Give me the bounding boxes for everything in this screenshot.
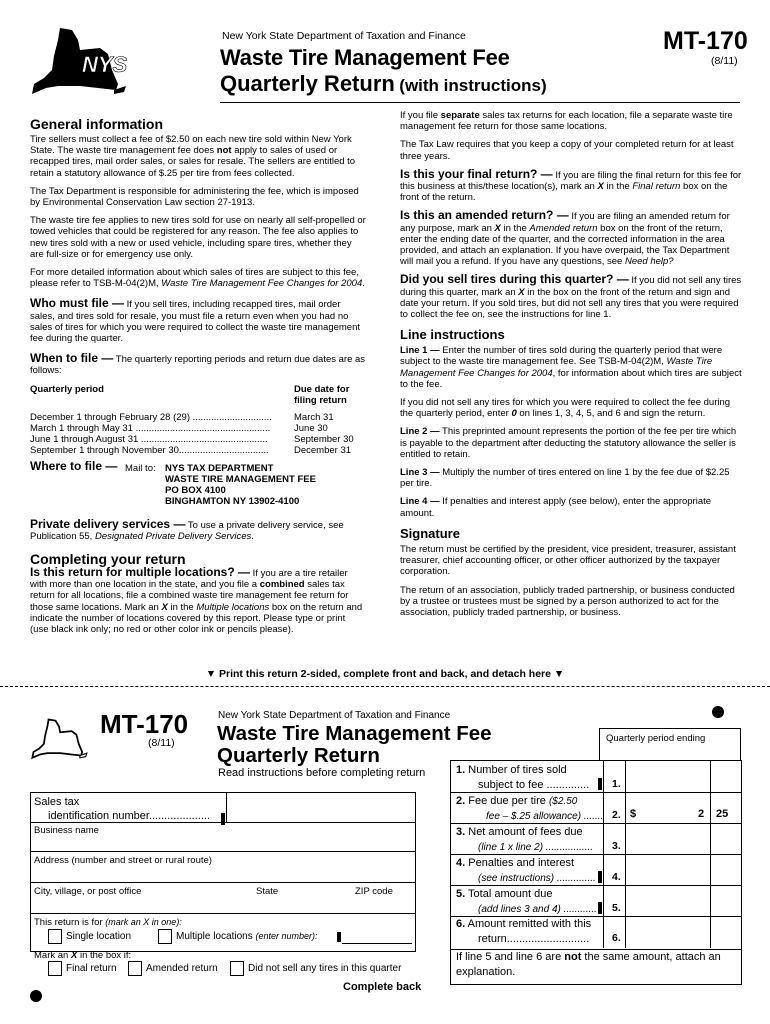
line-2-amount: 2 [698,808,705,820]
registration-dot-top [712,706,724,718]
form-mt170-date: (8/11) [148,737,175,749]
quarterly-period-ending-field[interactable] [599,728,741,762]
form-agency: New York State Department of Taxation and Finance [218,710,451,721]
line-6-label: 6. Amount remitted with this return........................... [456,918,592,945]
state-label: State [256,886,279,897]
who-must-file: Who must file — If you sell tires, including recapped tires, mail order sales, and tires sold for resale, you must file a return even when you had no sales of tires for which you were required to collect the waste tire management fee during the quarter. [30,296,361,345]
form-id: MT-170 [663,27,748,55]
title-quarterly-return: Quarterly Return [220,71,395,96]
zip-label: ZIP code [355,886,393,897]
form-mt170-id: MT-170 [100,709,189,739]
line-1-label: 1. Number of tires sold subject to fee .............. [456,764,590,791]
explanation-note: If line 5 and line 6 are not the same amount, attach an explanation. [456,951,721,978]
line-6-ref: 6. [612,932,621,944]
line-2-cents: 25 [716,808,729,820]
col-due-date: Due date for filing return [294,383,350,406]
general-p3: The waste tire fee applies to new tires sold for use on nearly all self-propelled or towed vehicles that could be registered for any reason. The fee also applies to new tires sold with a new or used vehicle, including spare tires, whether they are full-size or for emergency use only. [30,215,366,260]
line-3-input[interactable] [626,824,739,854]
line-3-ref: 3. [612,840,621,852]
form-title-line2 [220,71,547,97]
complete-back-label: Complete back [343,981,422,993]
line-1-tick [598,778,602,790]
line-5-tick [598,902,602,914]
line-5-label: 5. Total amount due (add lines 3 and 4) ............ [456,888,597,915]
general-p4: For more detailed information about which sales of tires are subject to this fee, please refer to TSB-M-04(2)M, Waste Tire Management Fee Changes for 2004. [30,267,365,290]
line-3-label: 3. Net amount of fees due (line 1 x line 2) ................. [456,826,594,853]
line-4-label: 4. Penalties and interest (see instructions) .............. [456,857,596,884]
keep-copy-text: The Tax Law requires that you keep a copy of your completed return for at least three years. [400,139,734,162]
multiple-locations-option[interactable]: Multiple locations (enter number): [158,929,318,944]
when-to-file: When to file — The quarterly reporting periods and return due dates are as follows: [30,351,366,377]
signature-text1: The return must be certified by the president, vice president, treasurer, assistant treasurer, chief accounting officer, or other officer authorized by the taxpayer corporation. [400,543,736,578]
final-return-checkbox[interactable] [48,961,62,976]
line-5-input[interactable] [626,886,739,916]
line-4-input[interactable] [626,855,739,885]
detach-dashed-line [0,686,770,687]
return-for-label: This return is for (mark an X in one): [34,917,182,928]
mailing-address: NYS TAX DEPARTMENT WASTE TIRE MANAGEMENT FEE PO BOX 4100 BINGHAMTON NY 13902-4100 [165,462,316,508]
sold-tires-text: Did you sell tires during this quarter? — If you did not sell any tires during this quarter, mark an X in the box on the front of the return and sign and date your return. If you sold tires, but did not sell any tires that you were required to collect the fee on, see the instructions for line 1. [400,272,742,321]
mark-box-label: Mark an X in the box if: [34,950,132,961]
nys-state-map-logo [28,26,128,104]
line-1-ref: 1. [612,778,621,790]
final-return-text: Is this your final return? — If you are filing the final return for this fee for this business at this/these location(s), mark an X in the Final return box on the front of the return. [400,166,742,204]
single-location-checkbox[interactable] [48,929,62,944]
sales-tax-id-label: Sales tax identification number.................... [34,796,211,822]
amended-return-text: Is this an amended return? — If you are filing an amended return for any purpose, mark an X in the Amended return box on the front of the return, enter the ending date of the quarter, and the corrected information in the area provided, and attach an explanation. If you have overpaid, the Tax Department will mail you a refund. If you have any questions, see Need help? [400,208,730,268]
header-rule [220,102,740,103]
line-4-ref: 4. [612,871,621,883]
detach-instruction: ▼ Print this return 2-sided, complete front and back, and detach here ▼ [205,668,565,680]
line-6-input[interactable] [626,917,739,948]
general-info-heading: General information [30,116,164,132]
form-title2: Quarterly Return [217,744,380,767]
line2-text: Line 2 — This preprinted amount represents the portion of the fee per tire which is payable to the department after deducting the statutory allowance the seller is entitled to retain. [400,426,737,460]
title-with-instructions: (with instructions) [399,76,547,95]
signature-heading: Signature [400,525,460,541]
read-instructions: Read instructions before completing return [218,767,426,779]
multiple-locations-checkbox[interactable] [158,929,172,944]
line-1-input[interactable] [626,761,739,792]
sales-tax-id-field[interactable] [226,792,415,822]
line1-text: Line 1 — Enter the number of tires sold during the quarterly period that were subject to the waste tire management fee. See TSB-M-04(2)M, Waste Tire Management Fee Changes for 2004, for information about which tires are subject to the fee. [400,345,742,390]
signature-text2: The return of an association, publicly traded partnership, or business conducted by a trustee or trustees must be signed by a person authorized to act for the association, publicly traded partnership, or business. [400,584,735,618]
private-delivery: Private delivery services — To use a private delivery service, see Publication 55, Designated Private Delivery Services. [30,516,344,542]
line-2-label: 2. Fee due per tire ($2.50 fee – $.25 allowance) ....... [456,795,604,822]
single-location-option[interactable]: Single location [48,929,131,944]
general-p2: The Tax Department is responsible for administering the fee, which is imposed by Environmental Conservation Law section 27-1913. [30,185,359,209]
line-4-tick [598,871,602,883]
period-row: December 1 through February 28 (29) .............................. March 31 March 1 through May 31 ................................................... June 30 June 1 through August 31 ................................................ September 30 September 1 through November 30.................................. December 31 [30,411,354,457]
line4-text: Line 4 — If penalties and interest apply (see below), enter the appropriate amount. [400,496,712,519]
divider-4 [30,913,415,914]
agency-name: New York State Department of Taxation and Finance [222,30,466,42]
left-column [30,116,366,635]
amended-return-option[interactable]: Amended return [128,961,218,976]
form-title1: Waste Tire Management Fee [217,722,492,745]
form-date: (8/11) [711,55,738,67]
line-5-ref: 5. [612,902,621,914]
multiple-locations-number-field[interactable] [342,943,412,945]
no-sales-option[interactable]: Did not sell any tires in this quarter [230,961,401,976]
line-2-ref: 2. [612,809,621,821]
row-divider-1 [450,792,741,793]
separate-returns-text: If you file separate sales tax returns for each location, file a separate waste tire management fee return for those same locations. [400,110,733,133]
quarterly-period-label: Quarterly period ending [606,733,706,744]
form-title-line1: Waste Tire Management Fee [220,45,510,70]
col-quarterly-period: Quarterly period [30,383,104,395]
due-date-table [30,384,366,460]
line-2-dollar: $ [630,808,637,820]
line3-text: Line 3 — Multiply the number of tires entered on line 1 by the fee due of $2.25 per tire. [400,467,730,490]
line1b-text: If you did not sell any tires for which you were required to collect the fee during the quarterly period, enter 0 on lines 1, 3, 4, 5, and 6 and sign the return. [400,397,731,420]
logo-text: NYS [82,52,128,77]
no-sales-checkbox[interactable] [230,961,244,976]
business-name-label: Business name [34,825,99,836]
line-instructions-heading: Line instructions [400,327,505,343]
completing-heading: Completing your return [30,551,186,568]
multiple-locations-tick [337,932,341,942]
registration-dot-bottom [30,990,42,1002]
note-box-border [450,948,742,985]
address-label: Address (number and street or rural route) [34,855,212,866]
city-label: City, village, or post office [34,886,142,897]
where-to-file: Where to file — Mail to: NYS TAX DEPARTMENT WASTE TIRE MANAGEMENT FEE PO BOX 4100 BINGHAMTON NY 13902-4100 [30,458,316,508]
right-column [400,110,742,618]
amended-return-checkbox[interactable] [128,961,142,976]
final-return-option[interactable]: Final return [48,961,117,976]
general-p1: Tire sellers must collect a fee of $2.50 on each new tire sold within New York State. The waste tire management fee does not apply to sales of used or recapped tires, mail order sales, or sales for resale. The sellers are entitled to retain a statutory allowance of $.25 per tire from fees collected. [30,134,356,179]
multiple-locations-text: Is this return for multiple locations? — If you are a tire retailer with more than one location in the state, and you file a combined sales tax return for all locations, file a combined waste tire management fee return for those same locations. Mark an X in the Multiple locations box on the return and indicate the number of locations covered by this report. Please type or print (use black ink only; no red or other color ink or pencils please). [30,565,363,636]
nys-outline-map-icon [30,718,88,764]
